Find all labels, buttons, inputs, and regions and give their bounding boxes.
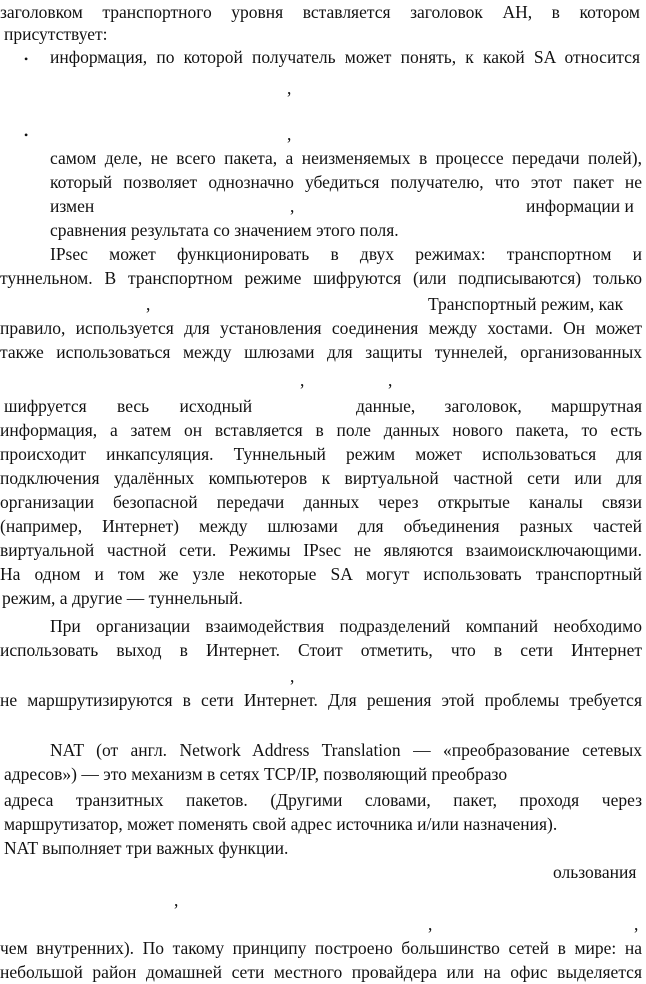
text-line: правило, используется для установления соединения между хостами. Он может bbox=[0, 318, 642, 338]
text-line: самом деле, не всего пакета, а неизменяемых в процессе передачи полей), bbox=[50, 148, 642, 168]
comma-fragment: , bbox=[174, 890, 179, 910]
text-line: небольшой район домашней сети местного провайдера или на офис выделяется bbox=[0, 962, 642, 982]
comma-fragment: , bbox=[287, 78, 292, 98]
text-line: данные, заголовок, маршрутная bbox=[356, 396, 642, 416]
text-line: чем внутренних). По такому принципу построено большинство сетей в мире: на bbox=[0, 938, 642, 958]
text-line: виртуальной частной сети. Режимы IPsec не являются взаимоисключающими. bbox=[0, 540, 642, 560]
text-line: сравнения результата со значением этого поля. bbox=[50, 220, 399, 240]
text-line: адресов») — это механизм в сетях TCP/IP, позволяющий преобразо bbox=[4, 764, 508, 784]
text-line: NAT выполняет три важных функции. bbox=[4, 838, 289, 858]
comma-fragment: , bbox=[287, 124, 292, 144]
comma-fragment: , bbox=[300, 370, 305, 390]
text-fragment: ользования bbox=[553, 862, 637, 882]
text-line: На одном и том же узле некоторые SA могут использовать транспортный bbox=[0, 564, 642, 584]
text-fragment: Транспортный режим, как bbox=[428, 294, 624, 314]
comma-fragment: , bbox=[290, 196, 295, 216]
text-line: информация, а затем он вставляется в поле данных нового пакета, то есть bbox=[0, 420, 642, 440]
text-line: организации безопасной передачи данных через открытые каналы связи bbox=[0, 492, 642, 512]
comma-fragment: , bbox=[388, 370, 393, 390]
text-line: происходит инкапсуляция. Туннельный режим может использоваться для bbox=[0, 444, 642, 464]
text-line: маршрутизатор, может поменять свой адрес источника и/или назначения). bbox=[4, 814, 558, 834]
comma-fragment: , bbox=[428, 914, 433, 934]
text-line: присутствует: bbox=[4, 24, 108, 44]
text-line: который позволяет однозначно убедиться получателю, что этот пакет не bbox=[50, 172, 642, 192]
text-line: не маршрутизируются в сети Интернет. Для решения этой проблемы требуется bbox=[0, 690, 642, 710]
text-line: режим, а другие — туннельный. bbox=[2, 588, 243, 608]
text-line: использовать выход в Интернет. Стоит отметить, что в сети Интернет bbox=[0, 640, 642, 660]
text-line: туннельном. В транспортном режиме шифруются (или подписываются) только bbox=[0, 268, 642, 288]
comma-fragment: , bbox=[290, 666, 295, 686]
text-line: При организации взаимодействия подразделений компаний необходимо bbox=[50, 616, 642, 636]
text-line: адреса транзитных пакетов. (Другими словами, пакет, проходя через bbox=[4, 790, 642, 810]
text-line: информация, по которой получатель может понять, к какой SA относится bbox=[50, 47, 640, 67]
bullet-marker: • bbox=[24, 52, 29, 66]
comma-fragment: , bbox=[146, 294, 151, 314]
bullet-marker: • bbox=[24, 128, 29, 142]
comma-fragment: , bbox=[634, 914, 639, 934]
text-line: также использоваться между шлюзами для защиты туннелей, организованных bbox=[0, 342, 642, 362]
text-fragment: информации и bbox=[526, 196, 634, 216]
text-line: (например, Интернет) между шлюзами для объединения разных частей bbox=[0, 516, 642, 536]
text-line: NAT (от англ. Network Address Translation — «преобразование сетевых bbox=[50, 740, 642, 760]
text-fragment: шифруется весь исходный bbox=[4, 396, 253, 416]
text-line: заголовком транспортного уровня вставляется заголовок АН, в котором bbox=[0, 2, 640, 22]
text-fragment: измен bbox=[50, 196, 95, 216]
text-line: подключения удалённых компьютеров к виртуальной частной сети или для bbox=[0, 468, 642, 488]
text-line: IPsec может функционировать в двух режимах: транспортном и bbox=[50, 244, 642, 264]
